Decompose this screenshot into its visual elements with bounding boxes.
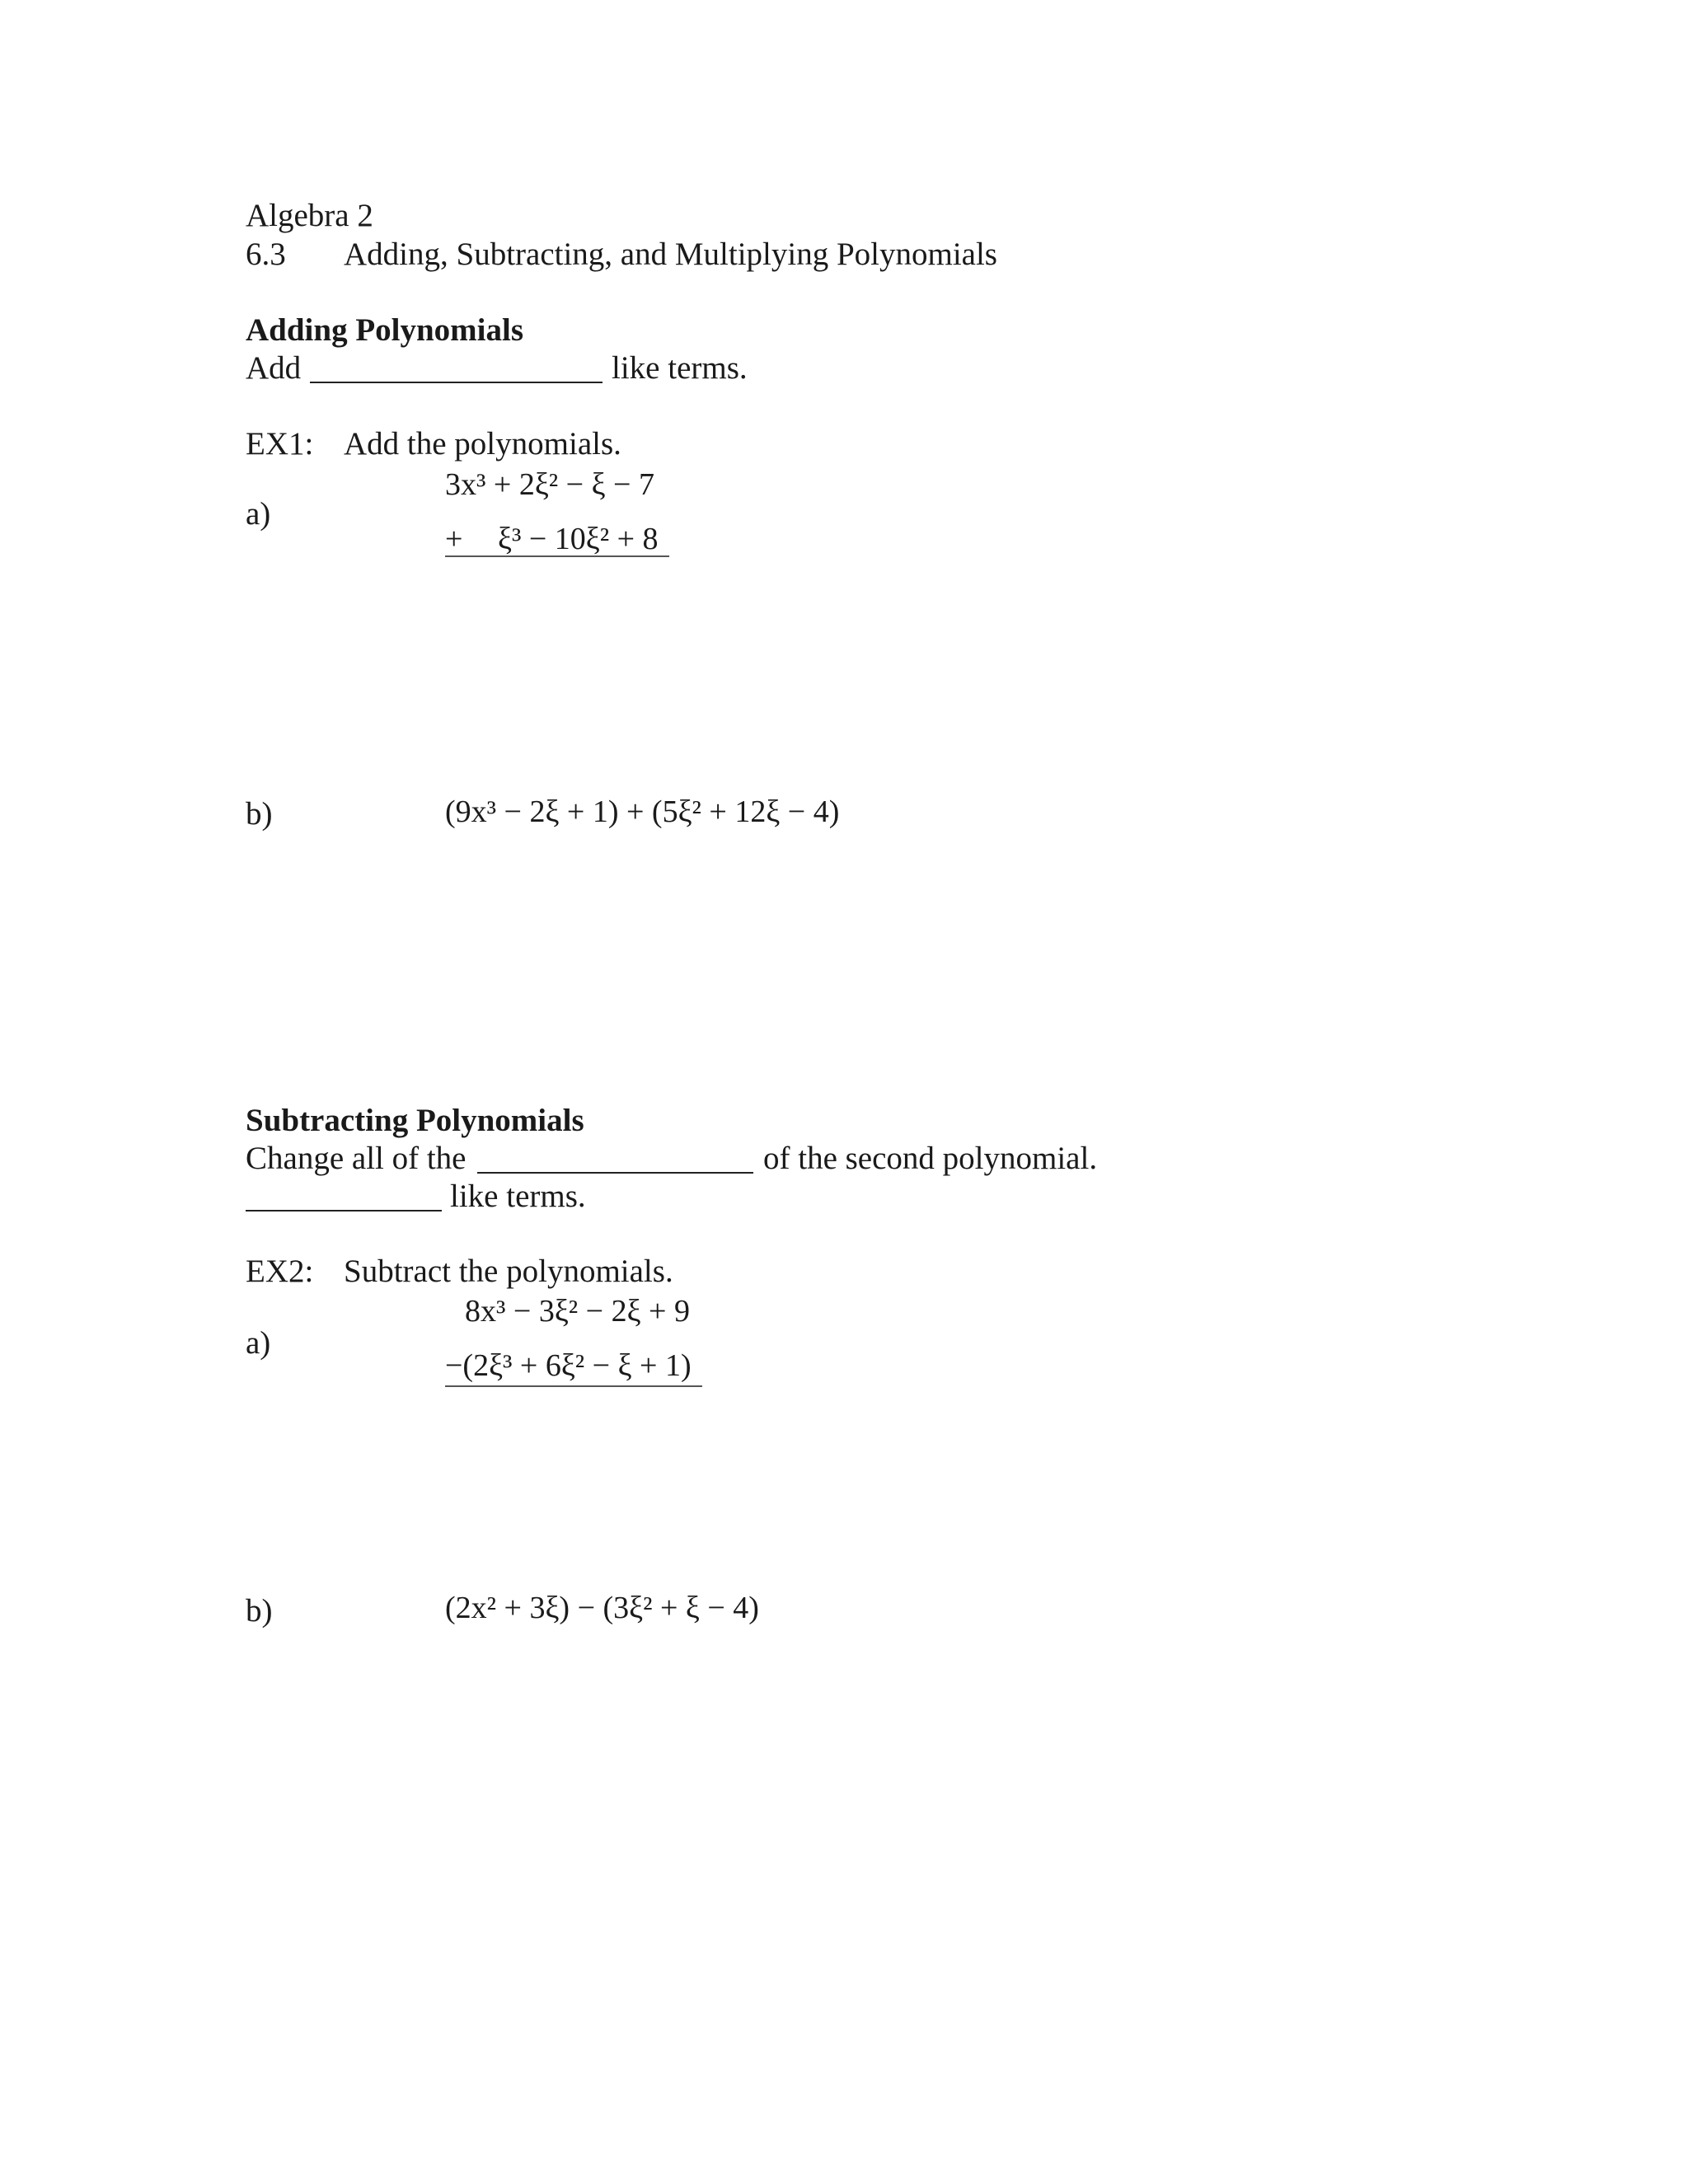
subtracting-rule-blank-1[interactable] bbox=[477, 1172, 753, 1174]
ex2-part-a-line1: 8x³ − 3ξ² − 2ξ + 9 bbox=[465, 1294, 690, 1329]
ex1-part-b-label: b) bbox=[246, 796, 273, 832]
ex1-part-b-expression: (9x³ − 2ξ + 1) + (5ξ² + 12ξ − 4) bbox=[445, 794, 840, 829]
adding-rule-after: like terms. bbox=[612, 350, 748, 386]
course-title: Algebra 2 bbox=[246, 198, 373, 233]
ex2-part-b-label: b) bbox=[246, 1593, 273, 1629]
ex1-part-a-line1: 3x³ + 2ξ² − ξ − 7 bbox=[445, 467, 654, 502]
ex2-label: EX2: bbox=[246, 1254, 314, 1289]
ex2-part-a-difference-rule bbox=[445, 1385, 702, 1387]
subtracting-rule-after: of the second polynomial. bbox=[763, 1141, 1098, 1176]
subtracting-rule-line2-after: like terms. bbox=[450, 1179, 586, 1214]
section-title: Adding, Subtracting, and Multiplying Polynomials bbox=[344, 237, 997, 272]
ex1-part-a-sum-rule bbox=[445, 555, 669, 557]
adding-rule-before: Add bbox=[246, 350, 302, 386]
subtracting-heading: Subtracting Polynomials bbox=[246, 1103, 584, 1138]
adding-rule-blank[interactable] bbox=[310, 382, 603, 383]
subtracting-rule-before: Change all of the bbox=[246, 1141, 467, 1176]
ex2-part-b-expression: (2x² + 3ξ) − (3ξ² + ξ − 4) bbox=[445, 1591, 759, 1625]
ex1-label: EX1: bbox=[246, 426, 314, 462]
ex1-part-a-sign: + bbox=[445, 522, 463, 556]
ex1-part-a-label: a) bbox=[246, 496, 271, 532]
ex1-part-a-line2: ξ³ − 10ξ² + 8 bbox=[498, 522, 659, 556]
ex2-prompt: Subtract the polynomials. bbox=[344, 1254, 673, 1289]
ex2-part-a-line2: −(2ξ³ + 6ξ² − ξ + 1) bbox=[445, 1348, 692, 1383]
adding-heading: Adding Polynomials bbox=[246, 312, 524, 348]
section-number: 6.3 bbox=[246, 237, 286, 272]
ex1-prompt: Add the polynomials. bbox=[344, 426, 621, 462]
ex2-part-a-label: a) bbox=[246, 1325, 271, 1361]
subtracting-rule-blank-2[interactable] bbox=[246, 1210, 442, 1212]
